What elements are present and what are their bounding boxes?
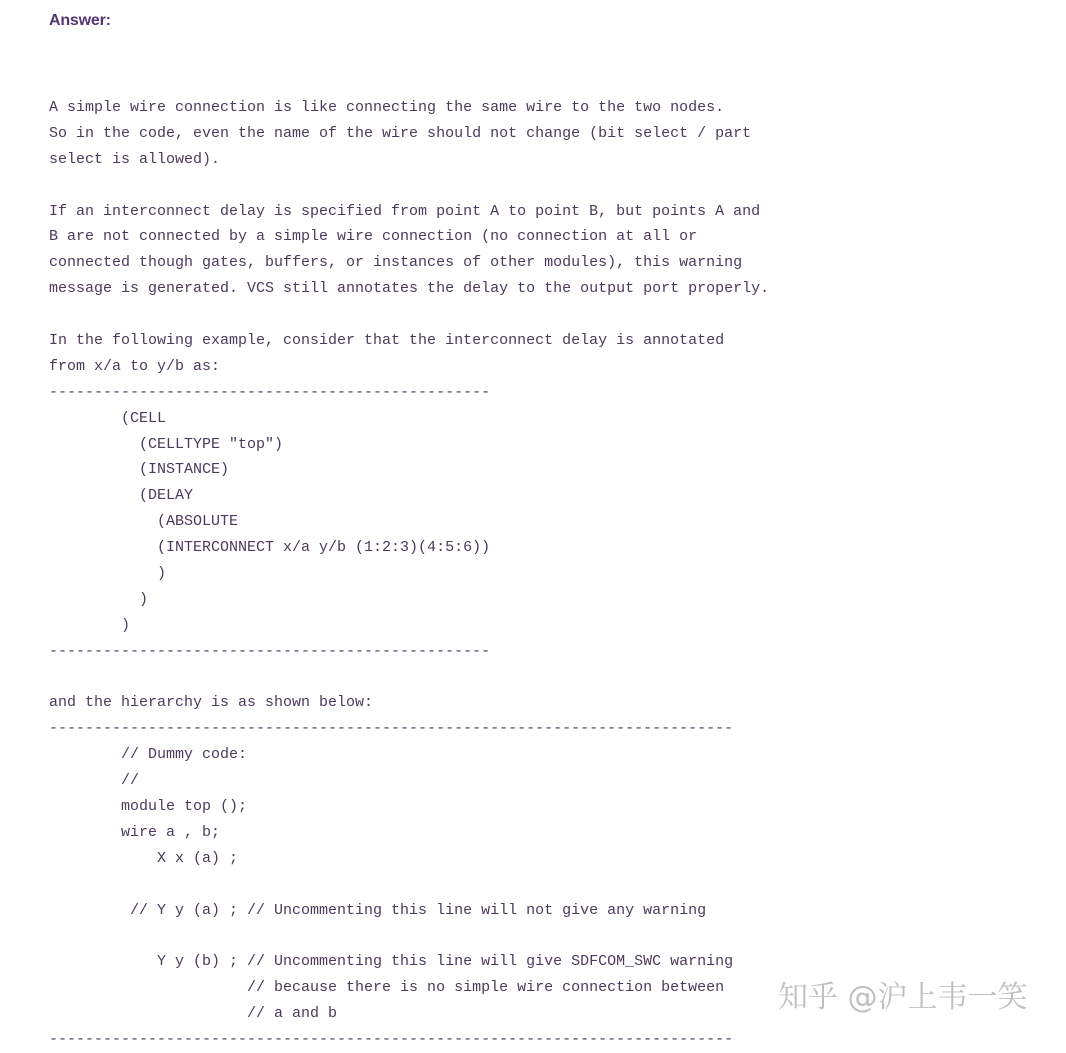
text-line: So in the code, even the name of the wire should not change (bit select / part — [49, 124, 752, 142]
text-line: (CELL — [49, 409, 167, 427]
text-line: (INTERCONNECT x/a y/b (1:2:3)(4:5:6)) — [49, 539, 491, 557]
text-line: ) — [49, 616, 131, 634]
text-line: Y y (b) ; // Uncommenting this line will give SDFCOM_SWC warning — [49, 953, 734, 971]
text-line: ) — [49, 590, 149, 608]
text-line — [49, 302, 769, 328]
text-line: (INSTANCE) — [49, 461, 230, 479]
text-line: select is allowed). — [49, 150, 221, 168]
text-line: message is generated. VCS still annotates the delay to the output port properly. — [49, 280, 770, 298]
text-line: wire a , b; — [49, 823, 221, 841]
text-line: In the following example, consider that the interconnect delay is annotated — [49, 332, 725, 350]
dashed-separator: ---------------------------------------------------------------------------- — [49, 1031, 734, 1049]
text-line: // — [49, 772, 140, 790]
text-line: If an interconnect delay is specified from point A to point B, but points A and — [49, 202, 761, 220]
text-line: // Dummy code: — [49, 746, 248, 764]
text-line: (ABSOLUTE — [49, 513, 239, 531]
answer-heading: Answer: — [49, 12, 111, 29]
zhihu-watermark: 知乎 @沪上韦一笑 — [778, 980, 1028, 1015]
text-line: from x/a to y/b as: — [49, 357, 221, 375]
text-line: // a and b — [49, 1005, 338, 1023]
text-line — [49, 872, 769, 898]
text-line: X x (a) ; — [49, 849, 239, 867]
text-line: connected though gates, buffers, or instances of other modules), this warning — [49, 254, 743, 272]
text-line: (CELLTYPE "top") — [49, 435, 284, 453]
text-line — [49, 665, 769, 691]
text-line — [49, 924, 769, 950]
dashed-separator: ------------------------------------------------- — [49, 383, 491, 401]
dashed-separator: ------------------------------------------------- — [49, 642, 491, 660]
text-line: A simple wire connection is like connecting the same wire to the two nodes. — [49, 99, 725, 116]
text-line: (DELAY — [49, 487, 194, 505]
dashed-separator: ---------------------------------------------------------------------------- — [49, 720, 734, 738]
text-line: ) — [49, 565, 167, 583]
text-line — [49, 173, 769, 199]
answer-body-text — [49, 95, 769, 1053]
text-line: // because there is no simple wire connection between — [49, 979, 725, 997]
text-line: and the hierarchy is as shown below: — [49, 694, 374, 712]
text-line: // Y y (a) ; // Uncommenting this line will not give any warning — [49, 901, 707, 919]
text-line: module top (); — [49, 798, 248, 816]
text-line: B are not connected by a simple wire connection (no connection at all or — [49, 228, 698, 246]
